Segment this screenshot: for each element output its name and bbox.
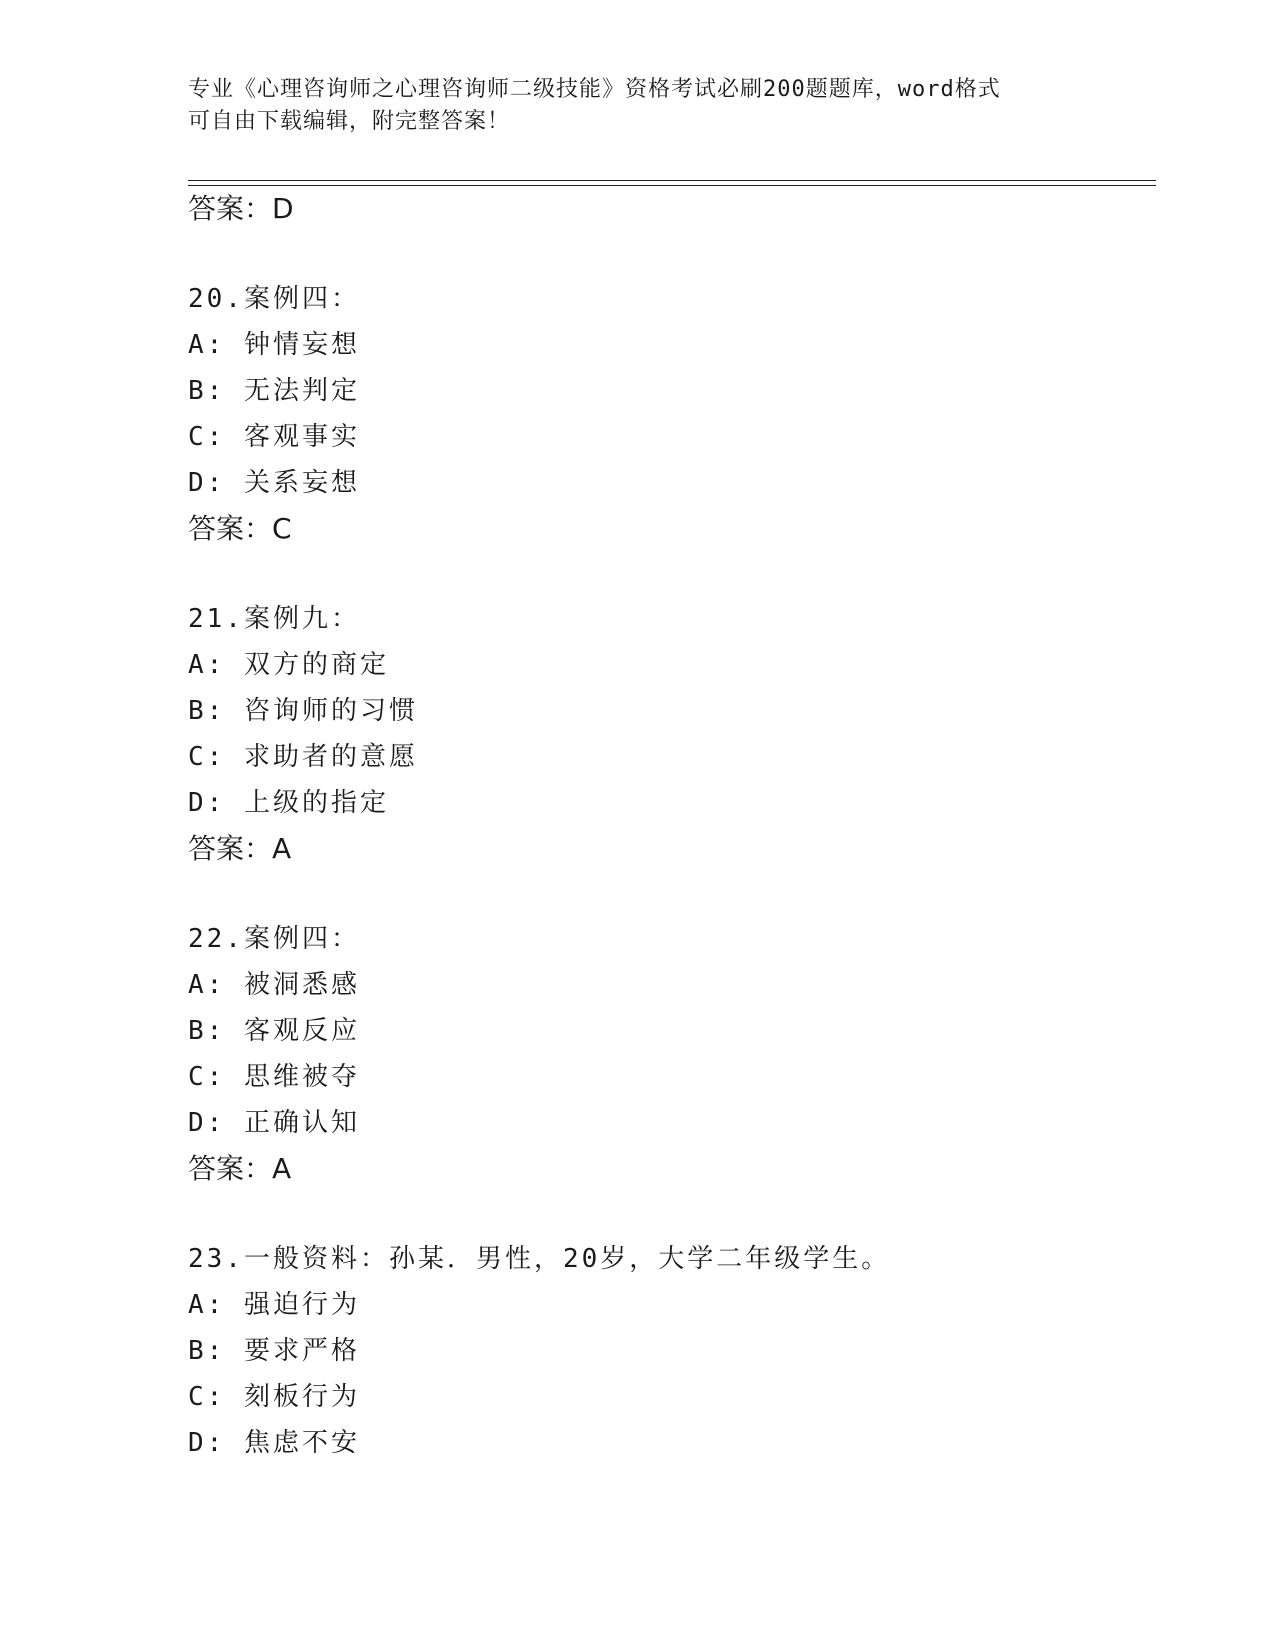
- option-d: D: 焦虑不安: [188, 1428, 360, 1458]
- option-b: B: 要求严格: [188, 1336, 360, 1366]
- header-divider: [188, 180, 1156, 186]
- question-stem: 21.案例九：: [188, 604, 360, 634]
- answer-20: 答案：C: [188, 512, 292, 545]
- question-stem: 20.案例四：: [188, 284, 360, 314]
- answer-22: 答案：A: [188, 1152, 292, 1185]
- option-a: A: 双方的商定: [188, 650, 389, 680]
- option-c: C: 求助者的意愿: [188, 742, 418, 772]
- answer-21: 答案：A: [188, 832, 292, 865]
- question-21: [188, 596, 418, 826]
- option-d: D: 关系妄想: [188, 468, 360, 498]
- option-c: C: 思维被夺: [188, 1062, 360, 1092]
- option-c: C: 刻板行为: [188, 1382, 360, 1412]
- question-stem: 22.案例四：: [188, 924, 360, 954]
- option-a: A: 强迫行为: [188, 1290, 360, 1320]
- option-b: B: 无法判定: [188, 376, 360, 406]
- header-line-1: 专业《心理咨询师之心理咨询师二级技能》资格考试必刷200题题库，word格式: [188, 77, 1001, 102]
- option-a: A: 钟情妄想: [188, 330, 360, 360]
- option-d: D: 上级的指定: [188, 788, 389, 818]
- question-20: [188, 276, 360, 506]
- page-header: [188, 74, 1088, 138]
- option-a: A: 被洞悉感: [188, 970, 360, 1000]
- option-b: B: 客观反应: [188, 1016, 360, 1046]
- option-d: D: 正确认知: [188, 1108, 360, 1138]
- option-c: C: 客观事实: [188, 422, 360, 452]
- question-23: [188, 1236, 890, 1466]
- option-b: B: 咨询师的习惯: [188, 696, 418, 726]
- header-line-2: 可自由下载编辑，附完整答案！: [188, 109, 511, 134]
- question-22: [188, 916, 360, 1146]
- answer-19: 答案：D: [188, 192, 294, 225]
- question-stem: 23.一般资料：孙某．男性，20岁，大学二年级学生。: [188, 1244, 891, 1274]
